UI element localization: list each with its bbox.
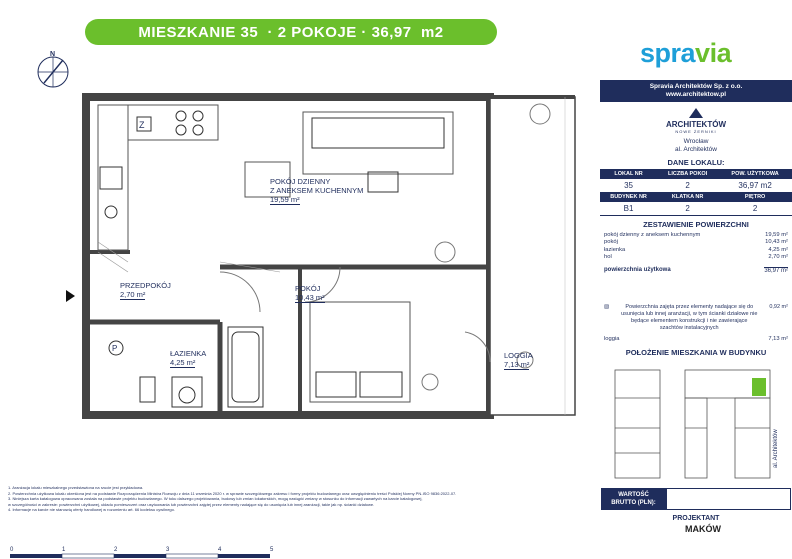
dane-h-klatka: KLATKA NR (657, 192, 718, 202)
room-loggia-label (504, 351, 533, 369)
bath-p-label: P (112, 344, 118, 353)
room-living-name1: POKÓJ DZIENNY (270, 177, 331, 186)
wordmark-main: ARCHITEKTÓW (666, 120, 726, 129)
note-value: 0,92 m² (769, 303, 788, 310)
room-bath-label (170, 349, 206, 367)
scale-tick: 0 (10, 547, 14, 553)
dane-h-lokal: LOKAL NR (600, 169, 657, 179)
scale-tick: 5 (270, 547, 274, 553)
room-loggia-area: 7,13 m² (504, 360, 530, 369)
room-hall-area: 2,70 m² (120, 290, 146, 299)
loggia-name: loggia (604, 335, 620, 342)
total-row (604, 267, 788, 274)
loggia-row (604, 336, 788, 342)
total-value: 36,97 m² (764, 267, 788, 274)
address (600, 138, 792, 154)
room-living-area: 19,59 m² (270, 195, 300, 204)
address-line1: Wrocław (683, 138, 709, 145)
architektow-wordmark (600, 108, 792, 134)
note-text: Powierzchnia zajęta przez elementy nadające się do usunięcia lub innej aranżacji, w tym ścianki działowe nie będące elementem konstrukcji i nie zawierające szachtów instalacyjnych (621, 303, 758, 331)
dane-h-pow: POW. UŻYTKOWA (718, 169, 792, 179)
compass-north-label: N (50, 51, 56, 58)
row-name: łazienka (604, 246, 626, 253)
scale-tick: 1 (62, 547, 66, 553)
wartosc-value (666, 488, 791, 510)
total-label: powierzchnia użytkowa (604, 266, 671, 273)
footnote: 4. Informacje na karcie nie stanowią oferty handlowej w rozumieniu art. 66 kodeksu cywilnego. (8, 507, 175, 512)
company-header (600, 80, 792, 102)
wartosc-label2: BRUTTO (PLN): (611, 500, 656, 506)
footnote: 1. Aranżacja lokalu mieszkalnego przedstawiona na rzucie jest przykładowa. (8, 485, 144, 490)
company-url: www.architektow.pl (665, 91, 727, 98)
scale-tick: 4 (218, 547, 222, 553)
apartment-banner (85, 19, 497, 45)
list-item (604, 254, 788, 262)
address-line2: al. Architektów (675, 146, 717, 153)
triangle-logo-icon (689, 108, 703, 118)
projektant-label: PROJEKTANT (672, 515, 720, 522)
footnote: w szczególności w zakresie: powierzchni użytkowej, układu pomieszczeń oraz usytuowania lub powierzchni zajętej przez elementy nadające się do usunięcia lub innej aranżacji, takie jak np. ścianki działowe. (8, 501, 375, 507)
room-hall-label (120, 281, 171, 299)
stove-z-label: Z (139, 120, 145, 130)
makow-logo: MAKÓW (685, 524, 721, 534)
scale-tick: 3 (166, 547, 170, 553)
room-bath-name: ŁAZIENKA (170, 349, 207, 358)
row-name: hol (604, 254, 612, 260)
footnotes (8, 485, 598, 513)
compass-icon (30, 48, 74, 90)
location-title: POŁOŻENIE MIESZKANIA W BUDYNKU (625, 347, 767, 357)
dane-v-pietro: 2 (718, 202, 792, 215)
row-name: pokój dzienny z aneksem kuchennym (604, 231, 701, 238)
room-loggia-name: LOGGIA (504, 351, 533, 360)
room-hall-name: PRZEDPOKÓJ (120, 281, 171, 290)
loggia-value: 7,13 m² (768, 335, 788, 342)
dane-v-klatka: 2 (657, 202, 718, 215)
zestawienie-rows (604, 232, 788, 262)
spravia-logo (640, 38, 731, 69)
building-location-map (605, 368, 785, 480)
dane-title: DANE LOKALU: (667, 158, 725, 167)
footnote: 3. Niniejsza karta katalogowa opracowana została na podstawie projektu budowlanego. W toku dalszego projektowania, budowy lub zmian lokatorskich, mogą nastąpić zmiany w stosunku do informacji zawartych na karcie katalogowej, (8, 496, 423, 501)
dane-v-budynek: B1 (600, 202, 657, 215)
zestawienie-title: ZESTAWIENIE POWIERZCHNI (643, 219, 749, 229)
row-value: 19,59 m² (765, 231, 788, 238)
logo-text-2: via (695, 38, 732, 68)
logo-text-1: spra (640, 38, 696, 68)
list-item (604, 247, 788, 255)
room-bedroom-label (295, 284, 325, 302)
row-name: pokój (604, 239, 618, 245)
street-label: al. Architektów (773, 429, 779, 468)
apartment-title: MIESZKANIE 35 · 2 POKOJE · 36,97 m2 (138, 23, 444, 41)
floor-plan (80, 92, 580, 422)
scale-bar (10, 545, 285, 559)
room-bedroom-name: POKÓJ (295, 284, 321, 293)
list-item (604, 239, 788, 247)
dane-h-pokoi: LICZBA POKOI (657, 169, 718, 179)
wordmark-sub: NOWE ŻERNIKI (675, 129, 717, 134)
scale-tick: 2 (114, 547, 118, 553)
row-value: 10,43 m² (765, 239, 788, 245)
dane-v-pow: 36,97 m2 (718, 179, 792, 192)
dane-h-budynek: BUDYNEK NR (600, 192, 657, 202)
wartosc-box (601, 488, 791, 510)
room-living-label (270, 177, 363, 204)
removable-elements-note (604, 304, 788, 332)
company-name: Spravia Architektów Sp. z o.o. (649, 83, 743, 90)
row-value: 4,25 m² (768, 246, 788, 253)
dane-table (600, 169, 792, 216)
dane-h-pietro: PIĘTRO (718, 192, 792, 202)
row-value: 2,70 m² (768, 254, 788, 260)
entrance-arrow-icon (66, 290, 75, 302)
wartosc-label (601, 488, 666, 510)
room-bath-area: 4,25 m² (170, 358, 196, 367)
footnote: 2. Powierzchnia użytkowa lokalu określona jest na podstawie Rozporządzenia Ministra Rozwoju z dnia 11 września 2020 r. w sprawie szczegółowego zakresu i formy projektu budowlanego oraz uwzględnieniu treści Polskiej Normy PN-ISO 9836:2022-07. (8, 490, 457, 496)
dane-v-pokoi: 2 (657, 179, 718, 192)
hatch-icon: ▧ (604, 303, 610, 310)
wartosc-label1: WARTOŚĆ (618, 492, 649, 498)
list-item (604, 232, 788, 240)
dane-v-lokal: 35 (600, 179, 657, 192)
room-bedroom-area: 10,43 m² (295, 293, 325, 302)
room-living-name2: Z ANEKSEM KUCHENNYM (270, 186, 364, 195)
